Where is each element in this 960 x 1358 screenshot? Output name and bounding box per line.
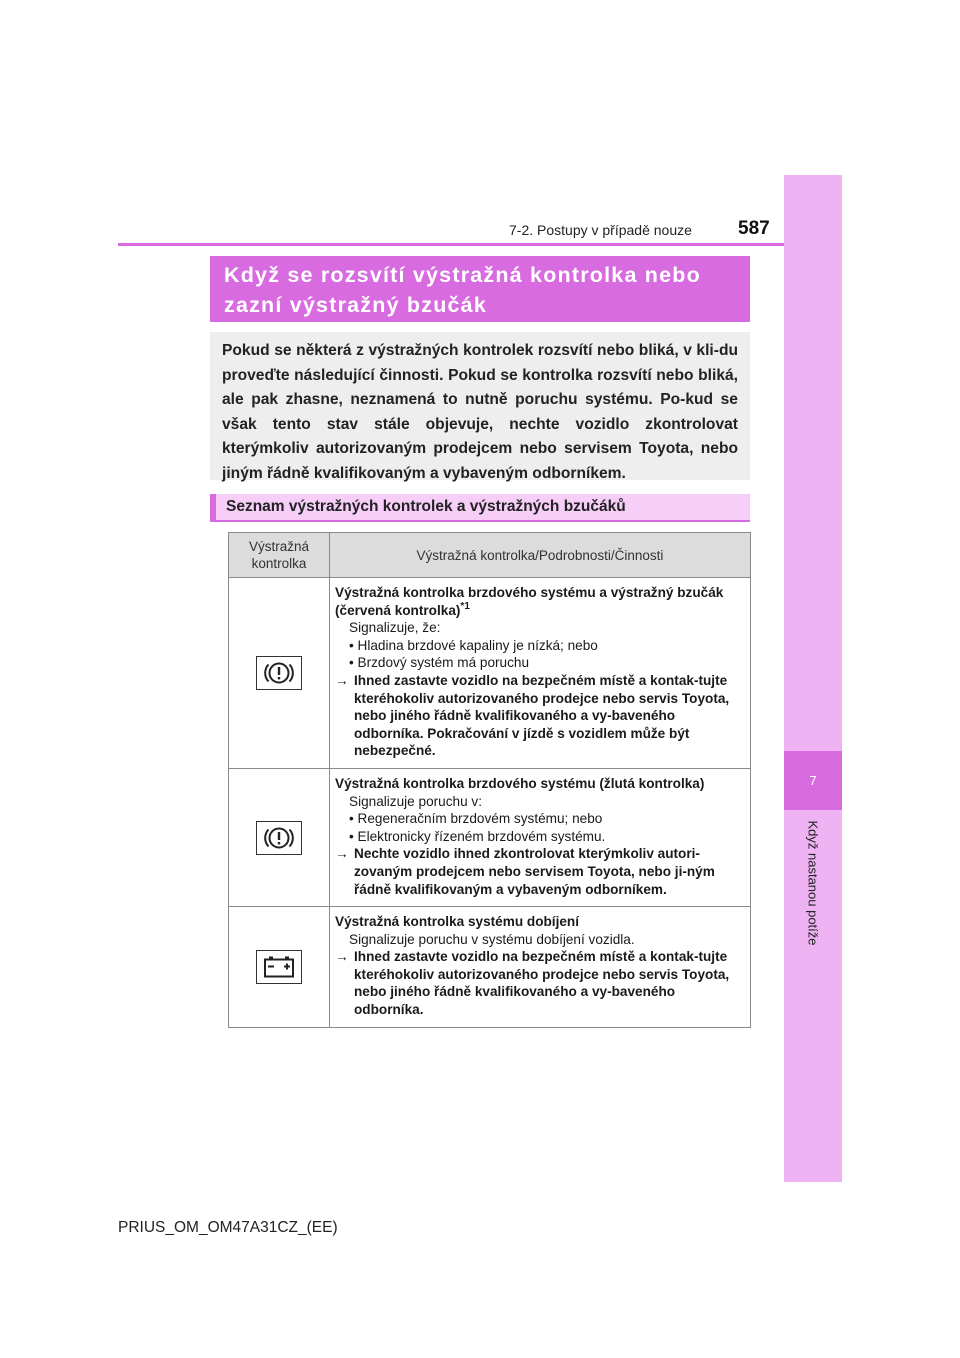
intro-text: Pokud se některá z výstražných kontrolek rozsvítí nebo bliká, v kli-du proveďte následující činnosti. Pokud se kontrolka rozsvítí nebo bliká, ale pak zhasne, neznamená to nutně poruchu systému. Po-kud se však tento stav stále objevuje, nechte vozidlo zkontrolovat kterýmkoliv autorizovaným prodejcem nebo servisem Toyota, nebo jiným řádně kvalifikovaným a vybaveným odborníkem. bbox=[210, 332, 750, 480]
table-header-details: Výstražná kontrolka/Podrobnosti/Činnosti bbox=[330, 533, 751, 578]
title-line-2: zazní výstražný bzučák bbox=[224, 293, 487, 317]
row-details bbox=[330, 907, 751, 1028]
arrow-icon: → bbox=[335, 672, 349, 688]
row-title: Výstražná kontrolka brzdového systému (žlutá kontrolka) bbox=[335, 775, 705, 791]
warning-lights-table bbox=[228, 532, 751, 1028]
row-bullet: • Hladina brzdové kapaliny je nízká; nebo bbox=[349, 637, 598, 653]
brake-warning-icon bbox=[256, 821, 302, 855]
arrow-icon: → bbox=[335, 846, 349, 862]
chapter-heading: 7-2. Postupy v případě nouze bbox=[509, 222, 692, 238]
chapter-tab-number: 7 bbox=[784, 751, 842, 810]
section-heading: Seznam výstražných kontrolek a výstražných bzučáků bbox=[210, 494, 750, 522]
row-signal: Signalizuje poruchu v: bbox=[349, 793, 482, 809]
brake-warning-icon bbox=[256, 656, 302, 690]
header-rule bbox=[118, 243, 784, 246]
page-title bbox=[210, 256, 750, 322]
row-title: Výstražná kontrolka systému dobíjení bbox=[335, 914, 580, 930]
row-bullet: • Regeneračním brzdovém systému; nebo bbox=[349, 811, 603, 827]
table-header-row bbox=[229, 533, 751, 578]
document-code: PRIUS_OM_OM47A31CZ_(EE) bbox=[118, 1219, 338, 1236]
row-action: → Ihned zastavte vozidlo na bezpečném místě a kontak-tujte kteréhokoliv autorizovaného prodejce nebo servis Toyota, nebo jiného řádně kvalifikovaného a vy-baveného odborníka. bbox=[335, 949, 730, 1018]
table-row bbox=[229, 768, 751, 906]
footnote-mark: *1 bbox=[460, 600, 470, 612]
page-number: 587 bbox=[738, 218, 770, 239]
battery-icon bbox=[256, 950, 302, 984]
row-bullet: • Elektronicky řízeném brzdovém systému. bbox=[349, 828, 606, 844]
row-signal: Signalizuje, že: bbox=[349, 620, 441, 636]
row-title: Výstražná kontrolka brzdového systému a výstražný bzučák (červená kontrolka) bbox=[335, 585, 724, 618]
table-row bbox=[229, 907, 751, 1028]
arrow-icon: → bbox=[335, 949, 349, 965]
row-bullet: • Brzdový systém má poruchu bbox=[349, 655, 530, 671]
row-details bbox=[330, 768, 751, 906]
title-line-1: Když se rozsvítí výstražná kontrolka nebo bbox=[224, 263, 701, 287]
table-row bbox=[229, 578, 751, 769]
side-tab bbox=[784, 175, 842, 1182]
row-signal: Signalizuje poruchu v systému dobíjení vozidla. bbox=[349, 931, 635, 947]
row-action: → Ihned zastavte vozidlo na bezpečném místě a kontak-tujte kteréhokoliv autorizovaného prodejce nebo servis Toyota, nebo jiného řádně kvalifikovaného a vy-baveného odborníka. Pokračování v jízdě s vozidlem může být nebezpečné. bbox=[335, 672, 730, 759]
chapter-tab-label: Když nastanou potíže bbox=[805, 820, 821, 946]
row-action: → Nechte vozidlo ihned zkontrolovat kterýmkoliv autori-zovaným prodejcem nebo servisem Toyota, nebo ji-ným řádně kvalifikovaným a vybaveným odborníkem. bbox=[335, 846, 715, 897]
row-details bbox=[330, 578, 751, 769]
table-header-light: Výstražná kontrolka bbox=[229, 533, 330, 578]
